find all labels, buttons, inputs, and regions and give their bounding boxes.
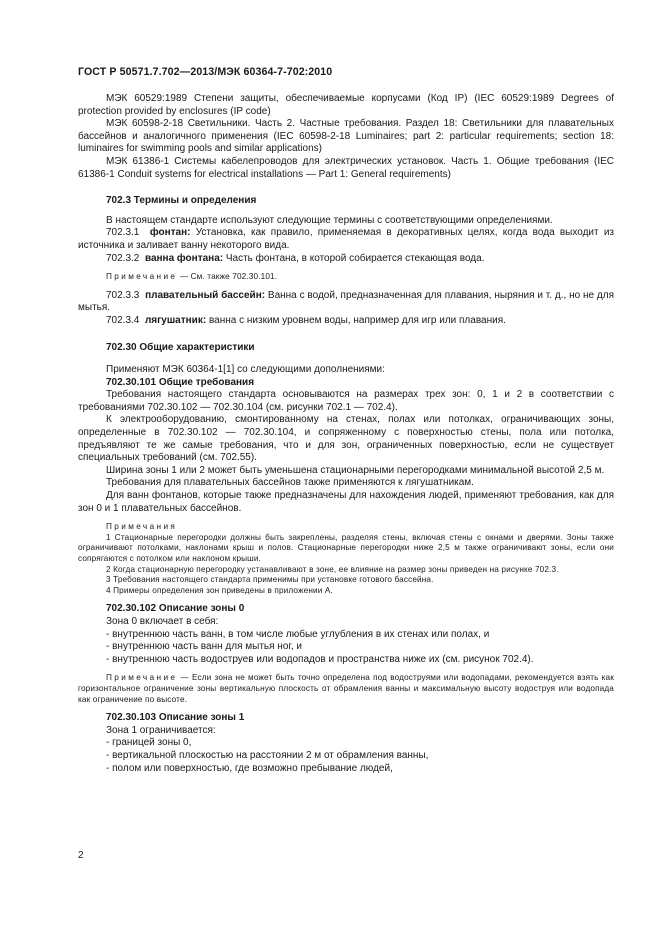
term-swimming-pool: 702.3.3 плавательный бассейн: Ванна с водой, предназначенная для плавания, ныряния и т. д., но не для мытья. — [78, 289, 615, 314]
general-paragraph-3: Ширина зоны 1 или 2 может быть уменьшена стационарными перегородками минимальной высотой 2,5 м. — [106, 464, 605, 476]
general-paragraph-4: Требования для плавательных бассейнов также применяются к лягушатникам. — [106, 477, 474, 489]
subsection-heading-zone-1: 702.30.103 Описание зоны 1 — [106, 712, 245, 724]
general-paragraph-2: К электрооборудованию, смонтированному на стенах, полах или потолках, ограничивающих зоны, определенные в 702.30.102 — 702.30.104, и сопряженному с поверхностью стены, пола или потолка, предъявляют те же самые требования, что и для зон, ограниченных поверхностью, если не существует специальных требований (см. 702.55). — [78, 414, 614, 464]
page-number: 2 — [78, 850, 84, 861]
zone-1-item-1: - границей зоны 0, — [106, 737, 192, 749]
standard-header: ГОСТ Р 50571.7.702—2013/МЭК 60364-7-702:2010 — [78, 66, 333, 78]
zone-1-item-3: - полом или поверхностью, где возможно пребывание людей, — [106, 762, 393, 774]
reference-iec-61386: МЭК 61386-1 Системы кабелепроводов для электрических установок. Часть 1. Общие требования (IEC 61386-1 Conduit systems for electrical installations — Part 1: General requirements) — [78, 155, 614, 180]
zone-0-note: Примечание — Если зона не может быть точно определена под водоструями или водопадами, рекомендуется взять как горизонтальное ограничение зоны вертикальную плоскость от обрамления ванны и максимальную высоту водоструя или водопада как ограничение по высоте. — [78, 673, 614, 704]
note-4: 4 Примеры определения зон приведены в приложении А. — [106, 585, 333, 595]
general-paragraph-5: Для ванн фонтанов, которые также предназначены для нахождения людей, применяют требования, как для зон 0 и 1 плавательных бассейнов. — [78, 490, 614, 514]
general-paragraph-1: Требования настоящего стандарта основываются на размерах трех зон: 0, 1 и 2 в соответствии с требованиями 702.30.102 — 702.30.104 (см. рисунки 702.1 — 702.4). — [78, 389, 614, 413]
zone-0-item-3: - внутреннюю часть водоструев или водопадов и пространства ниже их (см. рисунок 702.4). — [106, 653, 534, 665]
terms-intro: В настоящем стандарте используют следующие термины с соответствующими определениями. — [106, 214, 553, 226]
general-intro: Применяют МЭК 60364-1[1] со следующими дополнениями: — [106, 364, 385, 376]
section-heading-702-30: 702.30 Общие характеристики — [106, 341, 255, 353]
zone-1-item-2: - вертикальной плоскостью на расстоянии 2 м от обрамления ванны, — [106, 749, 429, 761]
zone-0-item-2: - внутреннюю часть ванн для мытья ног, и — [106, 641, 302, 653]
subsection-heading-zone-0: 702.30.102 Описание зоны 0 — [106, 603, 245, 615]
page-body — [78, 93, 614, 775]
note-2: 2 Когда стационарную перегородку устанавливают в зоне, ее влияние на размер зоны приведен на рисунке 702.3. — [106, 564, 559, 574]
note-3: 3 Требования настоящего стандарта применимы при установке готового бассейна. — [106, 575, 434, 585]
reference-iec-60598: МЭК 60598-2-18 Светильники. Часть 2. Частные требования. Раздел 18: Светильники для плавательных бассейнов и аналогичного применения (IEC 60598-2-18 Luminaires; part 2: particular requirements; section 18: luminaires for swimming pools and similar applications) — [78, 118, 614, 155]
term-fountain: 702.3.1 фонтан: Установка, как правило, применяемая в декоративных целях, когда вода выходит из источника и заливает ванну некоторого вида. — [78, 227, 615, 251]
zone-0-intro: Зона 0 включает в себя: — [106, 615, 219, 627]
zone-1-intro: Зона 1 ограничивается: — [106, 724, 216, 736]
zone-0-item-1: - внутреннюю часть ванн, в том числе любые углубления в их стенах или полах, и — [106, 628, 490, 640]
section-heading-702-3: 702.3 Термины и определения — [106, 195, 257, 207]
reference-iec-60529: МЭК 60529:1989 Степени защиты, обеспечиваемые корпусами (Код IP) (IEC 60529:1989 Degrees of protection provided by enclosures (IP code) — [78, 93, 614, 117]
term-note: Примечание — См. также 702.30.101. — [106, 272, 278, 282]
notes-label: Примечания — [106, 522, 178, 532]
subsection-heading-702-30-101: 702.30.101 Общие требования — [106, 376, 255, 388]
term-paddling-pool: 702.3.4 лягушатник: ванна с низким уровнем воды, например для игр или плавания. — [106, 314, 506, 326]
term-fountain-basin: 702.3.2 ванна фонтана: Часть фонтана, в которой собирается стекающая вода. — [106, 252, 485, 264]
note-1: 1 Стационарные перегородки должны быть закреплены, разделяя стены, включая стены с окнами и дверями. Зоны также ограничивают потолками, наклонами крыш и полов. Стационарные перегородки ниже 2,5 м также ограничивают зоны, если они сопрягаются с потолком или наклоном крыши. — [78, 532, 614, 563]
